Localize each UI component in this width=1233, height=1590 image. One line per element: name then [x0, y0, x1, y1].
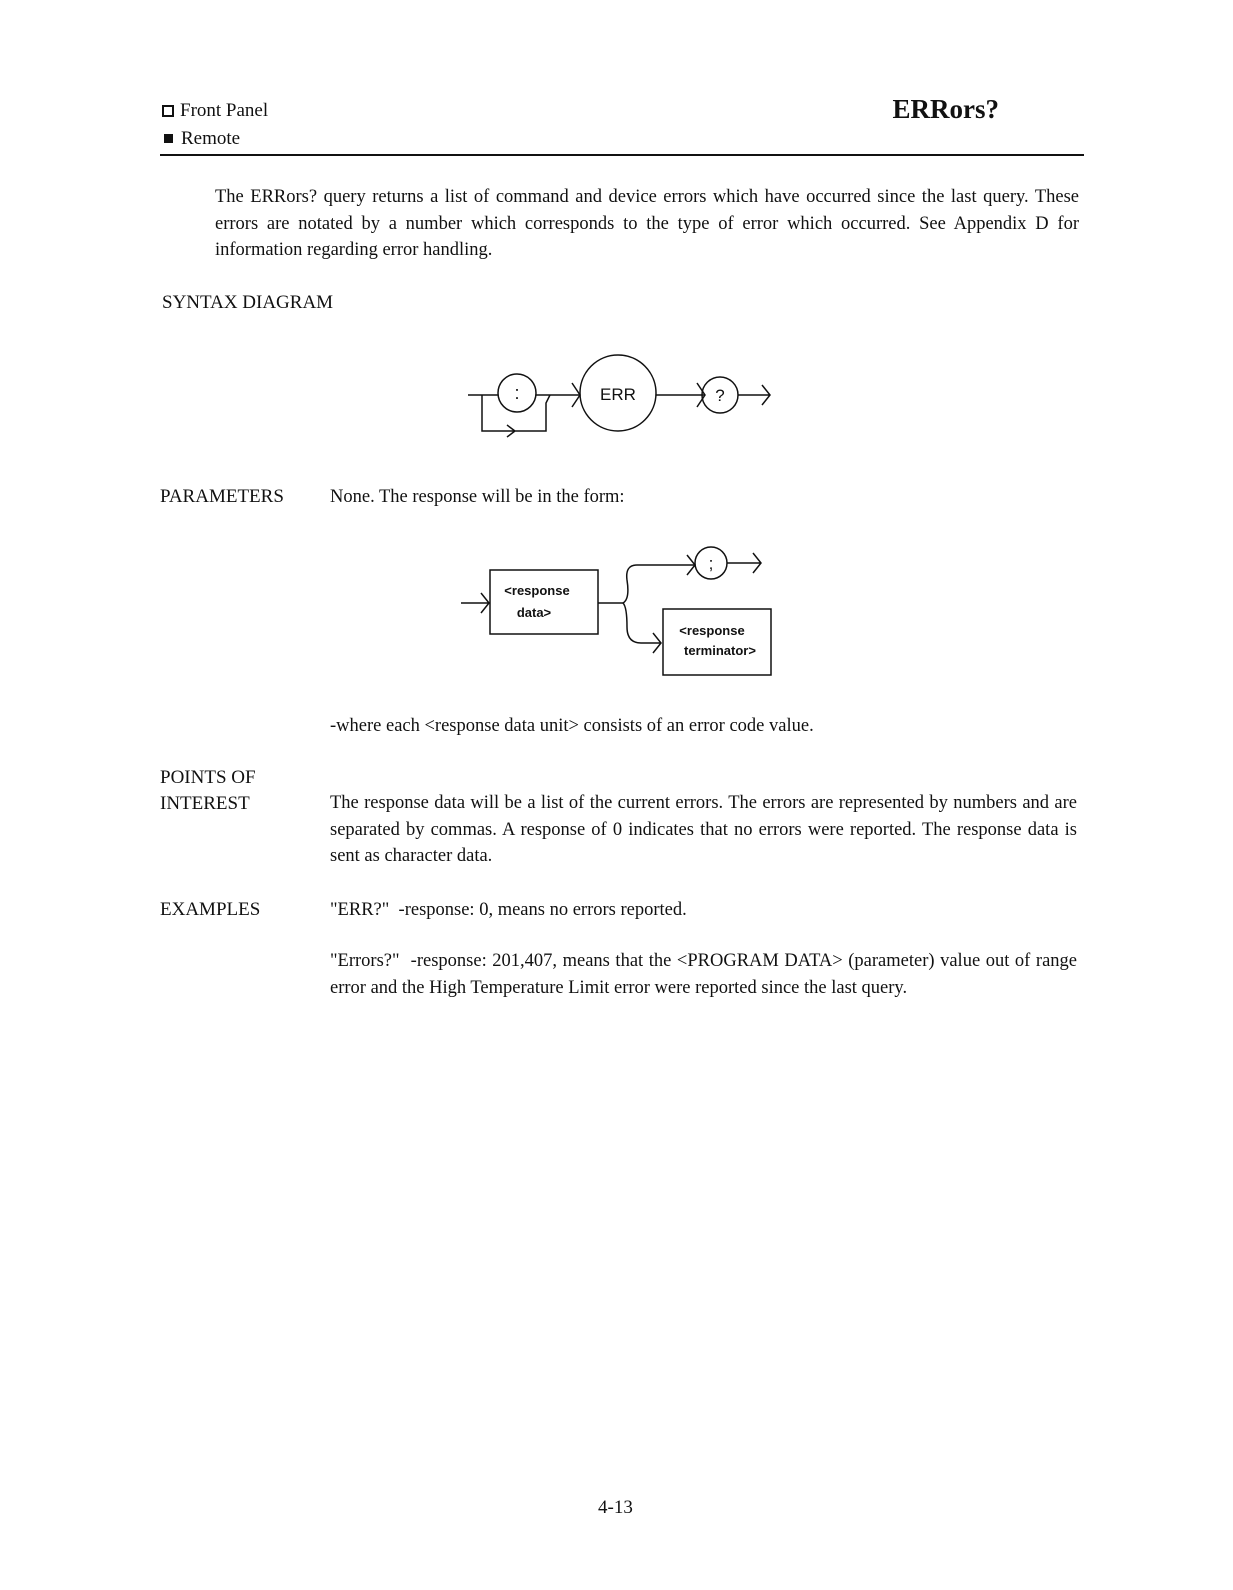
err-text: ERR: [600, 385, 636, 404]
exit-arrow: [738, 385, 770, 405]
examples-label: EXAMPLES: [160, 899, 261, 920]
parameters-text: None. The response will be in the form:: [330, 487, 625, 507]
points-label-line1: POINTS OF: [160, 767, 256, 788]
intro-paragraph: The ERRors? query returns a list of command and device errors which have occurred since the last query. These errors are notated by a number which corresponds to the type of error which occurred. See Appendix D for information regarding error handling.: [215, 187, 1079, 260]
header-rule: [160, 154, 1084, 156]
resp-data-line1: <response: [504, 583, 570, 598]
page-number: 4-13: [598, 1497, 633, 1518]
points-label-line2: INTEREST: [160, 793, 250, 814]
syntax-diagram: [460, 345, 790, 445]
points-paragraph: The response data will be a list of the current errors. The errors are represented by numbers and are separated by commas. A response of 0 indicates that no errors were reported. The response data is sent as character data.: [330, 793, 1077, 866]
response-data-box: [490, 570, 598, 634]
example-1: "ERR?" -response: 0, means no errors reported.: [330, 900, 687, 920]
syntax-diagram-label: SYNTAX DIAGRAM: [162, 292, 334, 313]
unchecked-box-icon: [162, 105, 174, 117]
upper-branch: [623, 565, 695, 603]
colon-text: :: [514, 383, 520, 403]
remote-indicator: [162, 128, 240, 150]
response-entry-arrow: [461, 593, 489, 613]
separator-text: ;: [708, 554, 714, 573]
filled-box-icon: [164, 134, 173, 143]
parameters-label: PARAMETERS: [160, 486, 284, 507]
resp-data-line2: data>: [516, 605, 552, 620]
response-diagram: [455, 535, 785, 685]
page-title: ERRors?: [892, 94, 999, 124]
separator-exit-arrow: [727, 553, 761, 573]
resp-term-line1: <response: [679, 623, 745, 638]
resp-term-line2: terminator>: [684, 643, 756, 658]
question-text: ?: [715, 386, 725, 405]
example-2: "Errors?" -response: 201,407, means that the <PROGRAM DATA> (parameter) value out of range error and the High Temperature Limit error were reported since the last query.: [330, 951, 1082, 998]
response-terminator-box: [663, 609, 771, 675]
remote-label: Remote: [181, 128, 241, 149]
front-panel-indicator: [162, 100, 268, 122]
where-text: -where each <response data unit> consists of an error code value.: [330, 716, 814, 736]
front-panel-label: Front Panel: [180, 100, 269, 121]
